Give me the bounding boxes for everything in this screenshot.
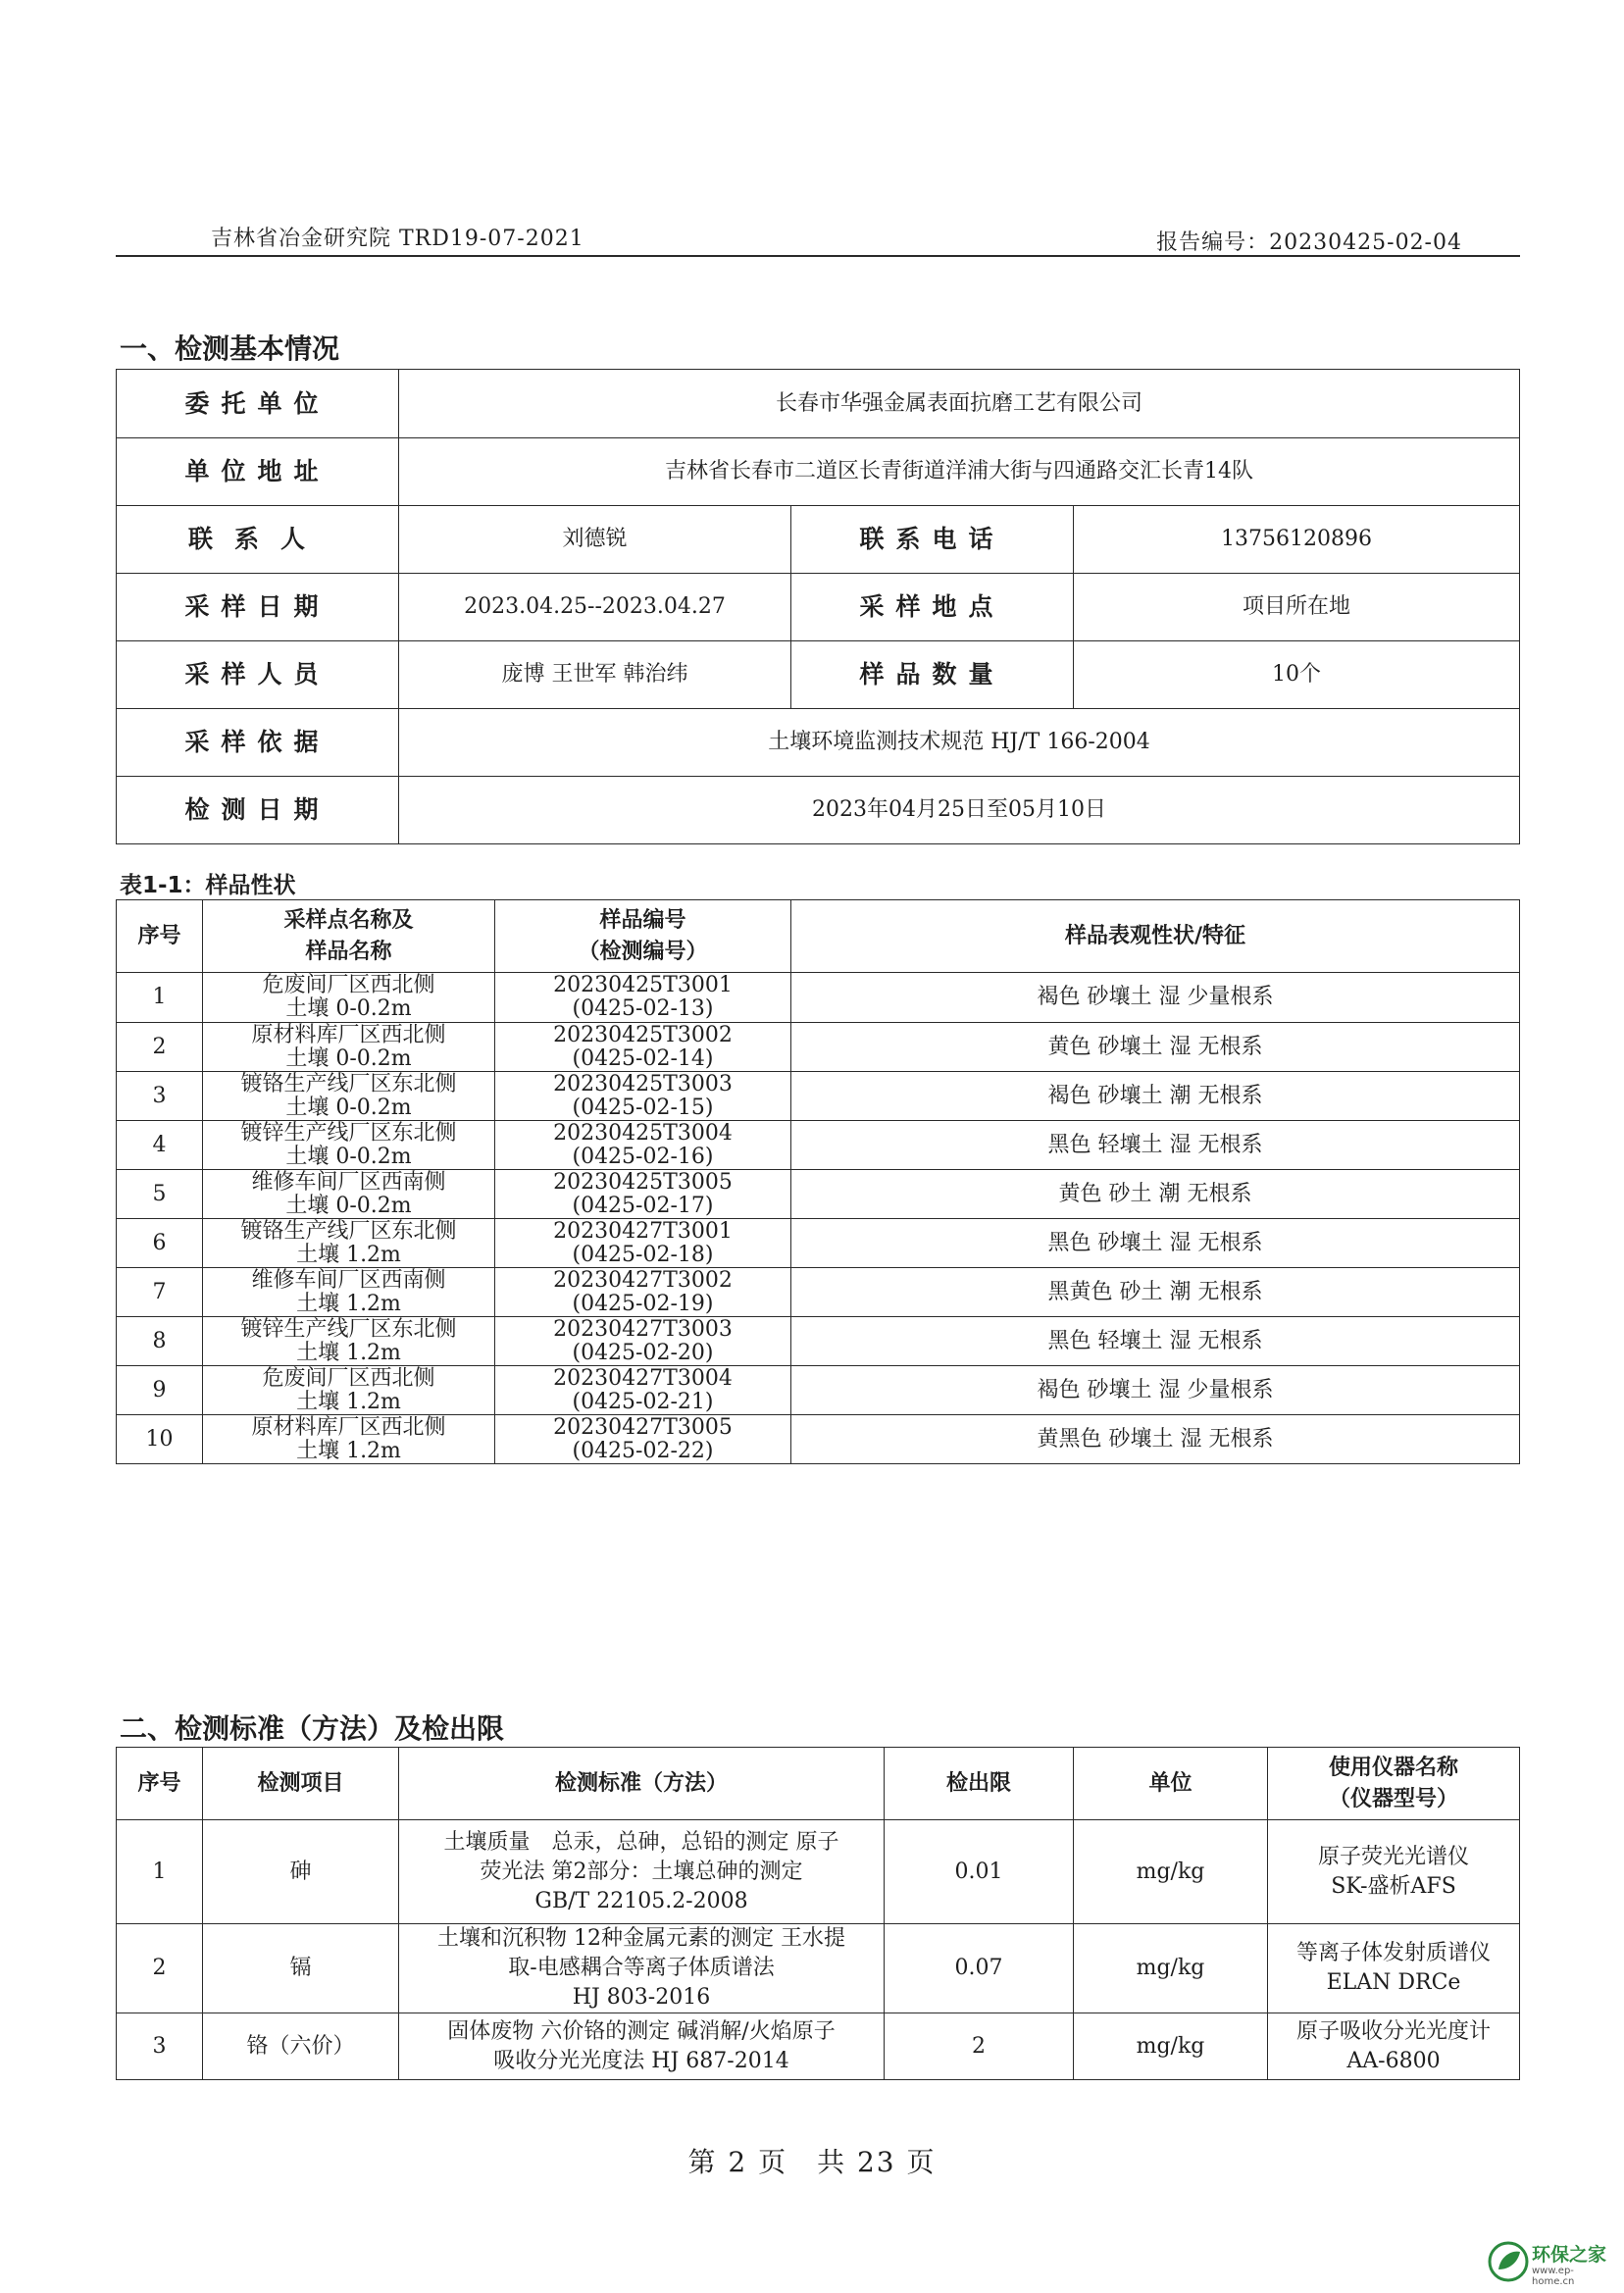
sampling-point-cell (203, 1170, 495, 1219)
sample-id: 20230427T3001 (553, 1218, 733, 1244)
sampling-place-value: 项目所在地 (1074, 574, 1520, 641)
row-no: 7 (117, 1268, 203, 1317)
test-code: (0425-02-20) (572, 1340, 714, 1365)
instrument-cell (1268, 2013, 1520, 2080)
test-code: (0425-02-15) (572, 1095, 714, 1120)
sample-id: 20230425T3004 (553, 1120, 733, 1146)
sample-id: 20230427T3004 (553, 1365, 733, 1391)
table-row (117, 641, 1520, 709)
sampling-point-name: 镀锌生产线厂区东北侧 (240, 1120, 457, 1146)
test-code: (0425-02-18) (572, 1242, 714, 1267)
contact-value: 刘德锐 (399, 506, 791, 574)
header-divider (116, 255, 1520, 257)
row-no: 3 (117, 1072, 203, 1121)
sampling-depth: 土壤 0-0.2m (285, 1144, 412, 1169)
row-no: 1 (117, 973, 203, 1023)
samplers-label: 采样人员 (117, 641, 399, 709)
sampling-point-cell (203, 1023, 495, 1072)
sample-id-cell (495, 1170, 791, 1219)
standard-line: GB/T 22105.2-2008 (534, 1888, 748, 1913)
col-instrument-header-line2: （仪器型号） (1328, 1786, 1458, 1811)
test-code: (0425-02-22) (572, 1438, 714, 1463)
sampling-date-label: 采样日期 (117, 574, 399, 641)
sample-count-value: 10个 (1074, 641, 1520, 709)
col-unit-header: 单位 (1074, 1748, 1268, 1820)
row-no: 6 (117, 1219, 203, 1268)
col-id-header-line2: （检测编号） (578, 939, 708, 964)
sampling-point-name: 原材料库厂区西北侧 (251, 1414, 446, 1440)
sample-description: 黄色 砂壤土 湿 无根系 (791, 1023, 1520, 1072)
sample-description: 黑黄色 砂土 潮 无根系 (791, 1268, 1520, 1317)
table-row (117, 574, 1520, 641)
sampling-depth: 土壤 0-0.2m (285, 1193, 412, 1218)
section2-title: 二、检测标准（方法）及检出限 (120, 1712, 505, 1745)
standard-line: HJ 803-2016 (572, 1985, 711, 2010)
instrument-name: 原子吸收分光光度计 (1295, 2018, 1491, 2044)
sampling-depth: 土壤 1.2m (296, 1242, 401, 1267)
leaf-icon (1487, 2240, 1530, 2283)
sample-count-label: 样品数量 (791, 641, 1074, 709)
test-item: 砷 (203, 1820, 399, 1924)
sample-id: 20230427T3005 (553, 1414, 733, 1440)
sample-description: 褐色 砂壤土 湿 少量根系 (791, 1366, 1520, 1415)
instrument-model: AA-6800 (1346, 2048, 1441, 2073)
sample-description: 黑色 轻壤土 湿 无根系 (791, 1121, 1520, 1170)
address-label: 单位地址 (117, 438, 399, 506)
row-no: 4 (117, 1121, 203, 1170)
standard-line: 荧光法 第2部分：土壤总砷的测定 (480, 1859, 803, 1884)
table-header-row (117, 900, 1520, 973)
unit: mg/kg (1074, 1820, 1268, 1924)
col-point-header (203, 900, 495, 973)
standard-line: 固体废物 六价铬的测定 碱消解/火焰原子 (447, 2018, 836, 2044)
col-no-header: 序号 (117, 1748, 203, 1820)
table-row (117, 709, 1520, 777)
sampling-point-name: 镀铬生产线厂区东北侧 (240, 1071, 457, 1096)
table-row (117, 1820, 1520, 1924)
test-code: (0425-02-21) (572, 1389, 714, 1414)
table-row (117, 777, 1520, 844)
basis-value: 土壤环境监测技术规范 HJ/T 166-2004 (399, 709, 1520, 777)
table-row (117, 1219, 1520, 1268)
method-rows (117, 1820, 1520, 2080)
table-row (117, 2013, 1520, 2080)
phone-value: 13756120896 (1074, 506, 1520, 574)
col-id-header (495, 900, 791, 973)
sampling-depth: 土壤 1.2m (296, 1340, 401, 1365)
sample-id-cell (495, 973, 791, 1023)
standard-cell (399, 1820, 885, 1924)
sample-id: 20230427T3003 (553, 1316, 733, 1342)
sampling-point-name: 维修车间厂区西南侧 (251, 1169, 446, 1195)
watermark-name: 环保之家 (1532, 2244, 1607, 2266)
sampling-depth: 土壤 1.2m (296, 1389, 401, 1414)
table-row (117, 1415, 1520, 1464)
row-no: 2 (117, 1023, 203, 1072)
test-code: (0425-02-19) (572, 1291, 714, 1316)
table-row (117, 973, 1520, 1023)
unit: mg/kg (1074, 1924, 1268, 2013)
sample-properties-table (116, 899, 1520, 1464)
sample-id-cell (495, 1023, 791, 1072)
table-header-row (117, 1748, 1520, 1820)
test-code: (0425-02-13) (572, 996, 714, 1021)
sample-id: 20230425T3003 (553, 1071, 733, 1096)
sample-id-cell (495, 1268, 791, 1317)
test-code: (0425-02-17) (572, 1193, 714, 1218)
test-item: 铬（六价） (203, 2013, 399, 2080)
col-standard-header: 检测标准（方法） (399, 1748, 885, 1820)
sampling-point-cell (203, 1121, 495, 1170)
sample-description: 褐色 砂壤土 湿 少量根系 (791, 973, 1520, 1023)
sampling-depth: 土壤 0-0.2m (285, 1045, 412, 1071)
sample-id-cell (495, 1317, 791, 1366)
sample-rows (117, 973, 1520, 1464)
col-instrument-header (1268, 1748, 1520, 1820)
table-row (117, 438, 1520, 506)
sampling-point-cell (203, 973, 495, 1023)
row-no: 9 (117, 1366, 203, 1415)
standard-line: 吸收分光光度法 HJ 687-2014 (493, 2048, 789, 2073)
detection-limit: 0.01 (885, 1820, 1074, 1924)
sampling-point-name: 危废间厂区西北侧 (262, 973, 435, 997)
header-institute: 吉林省冶金研究院 TRD19-07-2021 (211, 227, 584, 251)
sample-description: 褐色 砂壤土 潮 无根系 (791, 1072, 1520, 1121)
sampling-point-cell (203, 1219, 495, 1268)
sample-id: 20230427T3002 (553, 1267, 733, 1293)
row-no: 10 (117, 1415, 203, 1464)
phone-label: 联系电话 (791, 506, 1074, 574)
section1-title: 一、检测基本情况 (120, 332, 340, 365)
instrument-model: SK-盛析AFS (1331, 1873, 1456, 1899)
sample-id-cell (495, 1366, 791, 1415)
table-row (117, 1317, 1520, 1366)
client-value: 长春市华强金属表面抗磨工艺有限公司 (399, 370, 1520, 438)
sampling-depth: 土壤 1.2m (296, 1438, 401, 1463)
sample-id-cell (495, 1121, 791, 1170)
contact-label: 联系人 (117, 506, 399, 574)
row-no: 5 (117, 1170, 203, 1219)
test-code: (0425-02-14) (572, 1045, 714, 1071)
sample-description: 黄黑色 砂壤土 湿 无根系 (791, 1415, 1520, 1464)
method-table (116, 1747, 1520, 2080)
col-point-header-line1: 采样点名称及 (283, 907, 414, 933)
table-row (117, 1121, 1520, 1170)
instrument-model: ELAN DRCe (1326, 1970, 1461, 1995)
table-row (117, 1170, 1520, 1219)
table-row (117, 370, 1520, 438)
sampling-date-value: 2023.04.25--2023.04.27 (399, 574, 791, 641)
basis-label: 采样依据 (117, 709, 399, 777)
table-row (117, 1072, 1520, 1121)
watermark-url: www.ep-home.cn (1532, 2266, 1575, 2287)
col-item-header: 检测项目 (203, 1748, 399, 1820)
standard-line: 土壤质量 总汞，总砷，总铅的测定 原子 (443, 1829, 839, 1855)
unit: mg/kg (1074, 2013, 1268, 2080)
sampling-point-name: 危废间厂区西北侧 (262, 1365, 435, 1391)
instrument-cell (1268, 1820, 1520, 1924)
sampling-place-label: 采样地点 (791, 574, 1074, 641)
test-date-value: 2023年04月25日至05月10日 (399, 777, 1520, 844)
address-value: 吉林省长春市二道区长青街道洋浦大街与四通路交汇长青14队 (399, 438, 1520, 506)
sample-id-cell (495, 1072, 791, 1121)
instrument-name: 原子荧光光谱仪 (1317, 1844, 1469, 1869)
table-row (117, 1023, 1520, 1072)
standard-line: 取-电感耦合等离子体质谱法 (508, 1956, 775, 1980)
col-point-header-line2: 样品名称 (305, 939, 392, 964)
col-instrument-header-line1: 使用仪器名称 (1328, 1755, 1458, 1780)
sample-id-cell (495, 1415, 791, 1464)
table-row (117, 1268, 1520, 1317)
sampling-depth: 土壤 0-0.2m (285, 1095, 412, 1120)
sampling-point-name: 镀铬生产线厂区东北侧 (240, 1218, 457, 1244)
page-number: 第 2 页 共 23 页 (687, 2146, 937, 2178)
detection-limit: 0.07 (885, 1924, 1074, 2013)
table1-caption: 表1-1：样品性状 (120, 873, 296, 898)
col-desc-header: 样品表观性状/特征 (791, 900, 1520, 973)
standard-cell (399, 2013, 885, 2080)
samplers-value: 庞博 王世军 韩治纬 (399, 641, 791, 709)
standard-line: 土壤和沉积物 12种金属元素的测定 王水提 (437, 1926, 845, 1951)
sample-description: 黄色 砂土 潮 无根系 (791, 1170, 1520, 1219)
table-row (117, 1366, 1520, 1415)
test-date-label: 检测日期 (117, 777, 399, 844)
sampling-point-cell (203, 1317, 495, 1366)
test-code: (0425-02-16) (572, 1144, 714, 1169)
sampling-point-name: 维修车间厂区西南侧 (251, 1267, 446, 1293)
sample-id: 20230425T3002 (553, 1022, 733, 1047)
basic-info-table (116, 369, 1520, 844)
sampling-point-cell (203, 1072, 495, 1121)
sample-description: 黑色 砂壤土 湿 无根系 (791, 1219, 1520, 1268)
instrument-cell (1268, 1924, 1520, 2013)
detection-limit: 2 (885, 2013, 1074, 2080)
test-item: 镉 (203, 1924, 399, 2013)
instrument-name: 等离子体发射质谱仪 (1295, 1941, 1491, 1965)
sample-description: 黑色 轻壤土 湿 无根系 (791, 1317, 1520, 1366)
sampling-point-name: 原材料库厂区西北侧 (251, 1022, 446, 1047)
sampling-depth: 土壤 1.2m (296, 1291, 401, 1316)
col-id-header-line1: 样品编号 (599, 907, 686, 933)
sampling-depth: 土壤 0-0.2m (285, 996, 412, 1021)
row-no: 2 (117, 1924, 203, 2013)
sample-id: 20230425T3001 (553, 973, 733, 997)
row-no: 3 (117, 2013, 203, 2080)
sample-id: 20230425T3005 (553, 1169, 733, 1195)
row-no: 8 (117, 1317, 203, 1366)
header-report-number: 报告编号：20230425-02-04 (1156, 230, 1462, 255)
sampling-point-name: 镀锌生产线厂区东北侧 (240, 1316, 457, 1342)
sample-id-cell (495, 1219, 791, 1268)
standard-cell (399, 1924, 885, 2013)
col-no-header: 序号 (117, 900, 203, 973)
table-row (117, 506, 1520, 574)
row-no: 1 (117, 1820, 203, 1924)
sampling-point-cell (203, 1415, 495, 1464)
sampling-point-cell (203, 1366, 495, 1415)
col-limit-header: 检出限 (885, 1748, 1074, 1820)
table-row (117, 1924, 1520, 2013)
client-label: 委托单位 (117, 370, 399, 438)
sampling-point-cell (203, 1268, 495, 1317)
watermark-logo (1487, 2234, 1612, 2285)
